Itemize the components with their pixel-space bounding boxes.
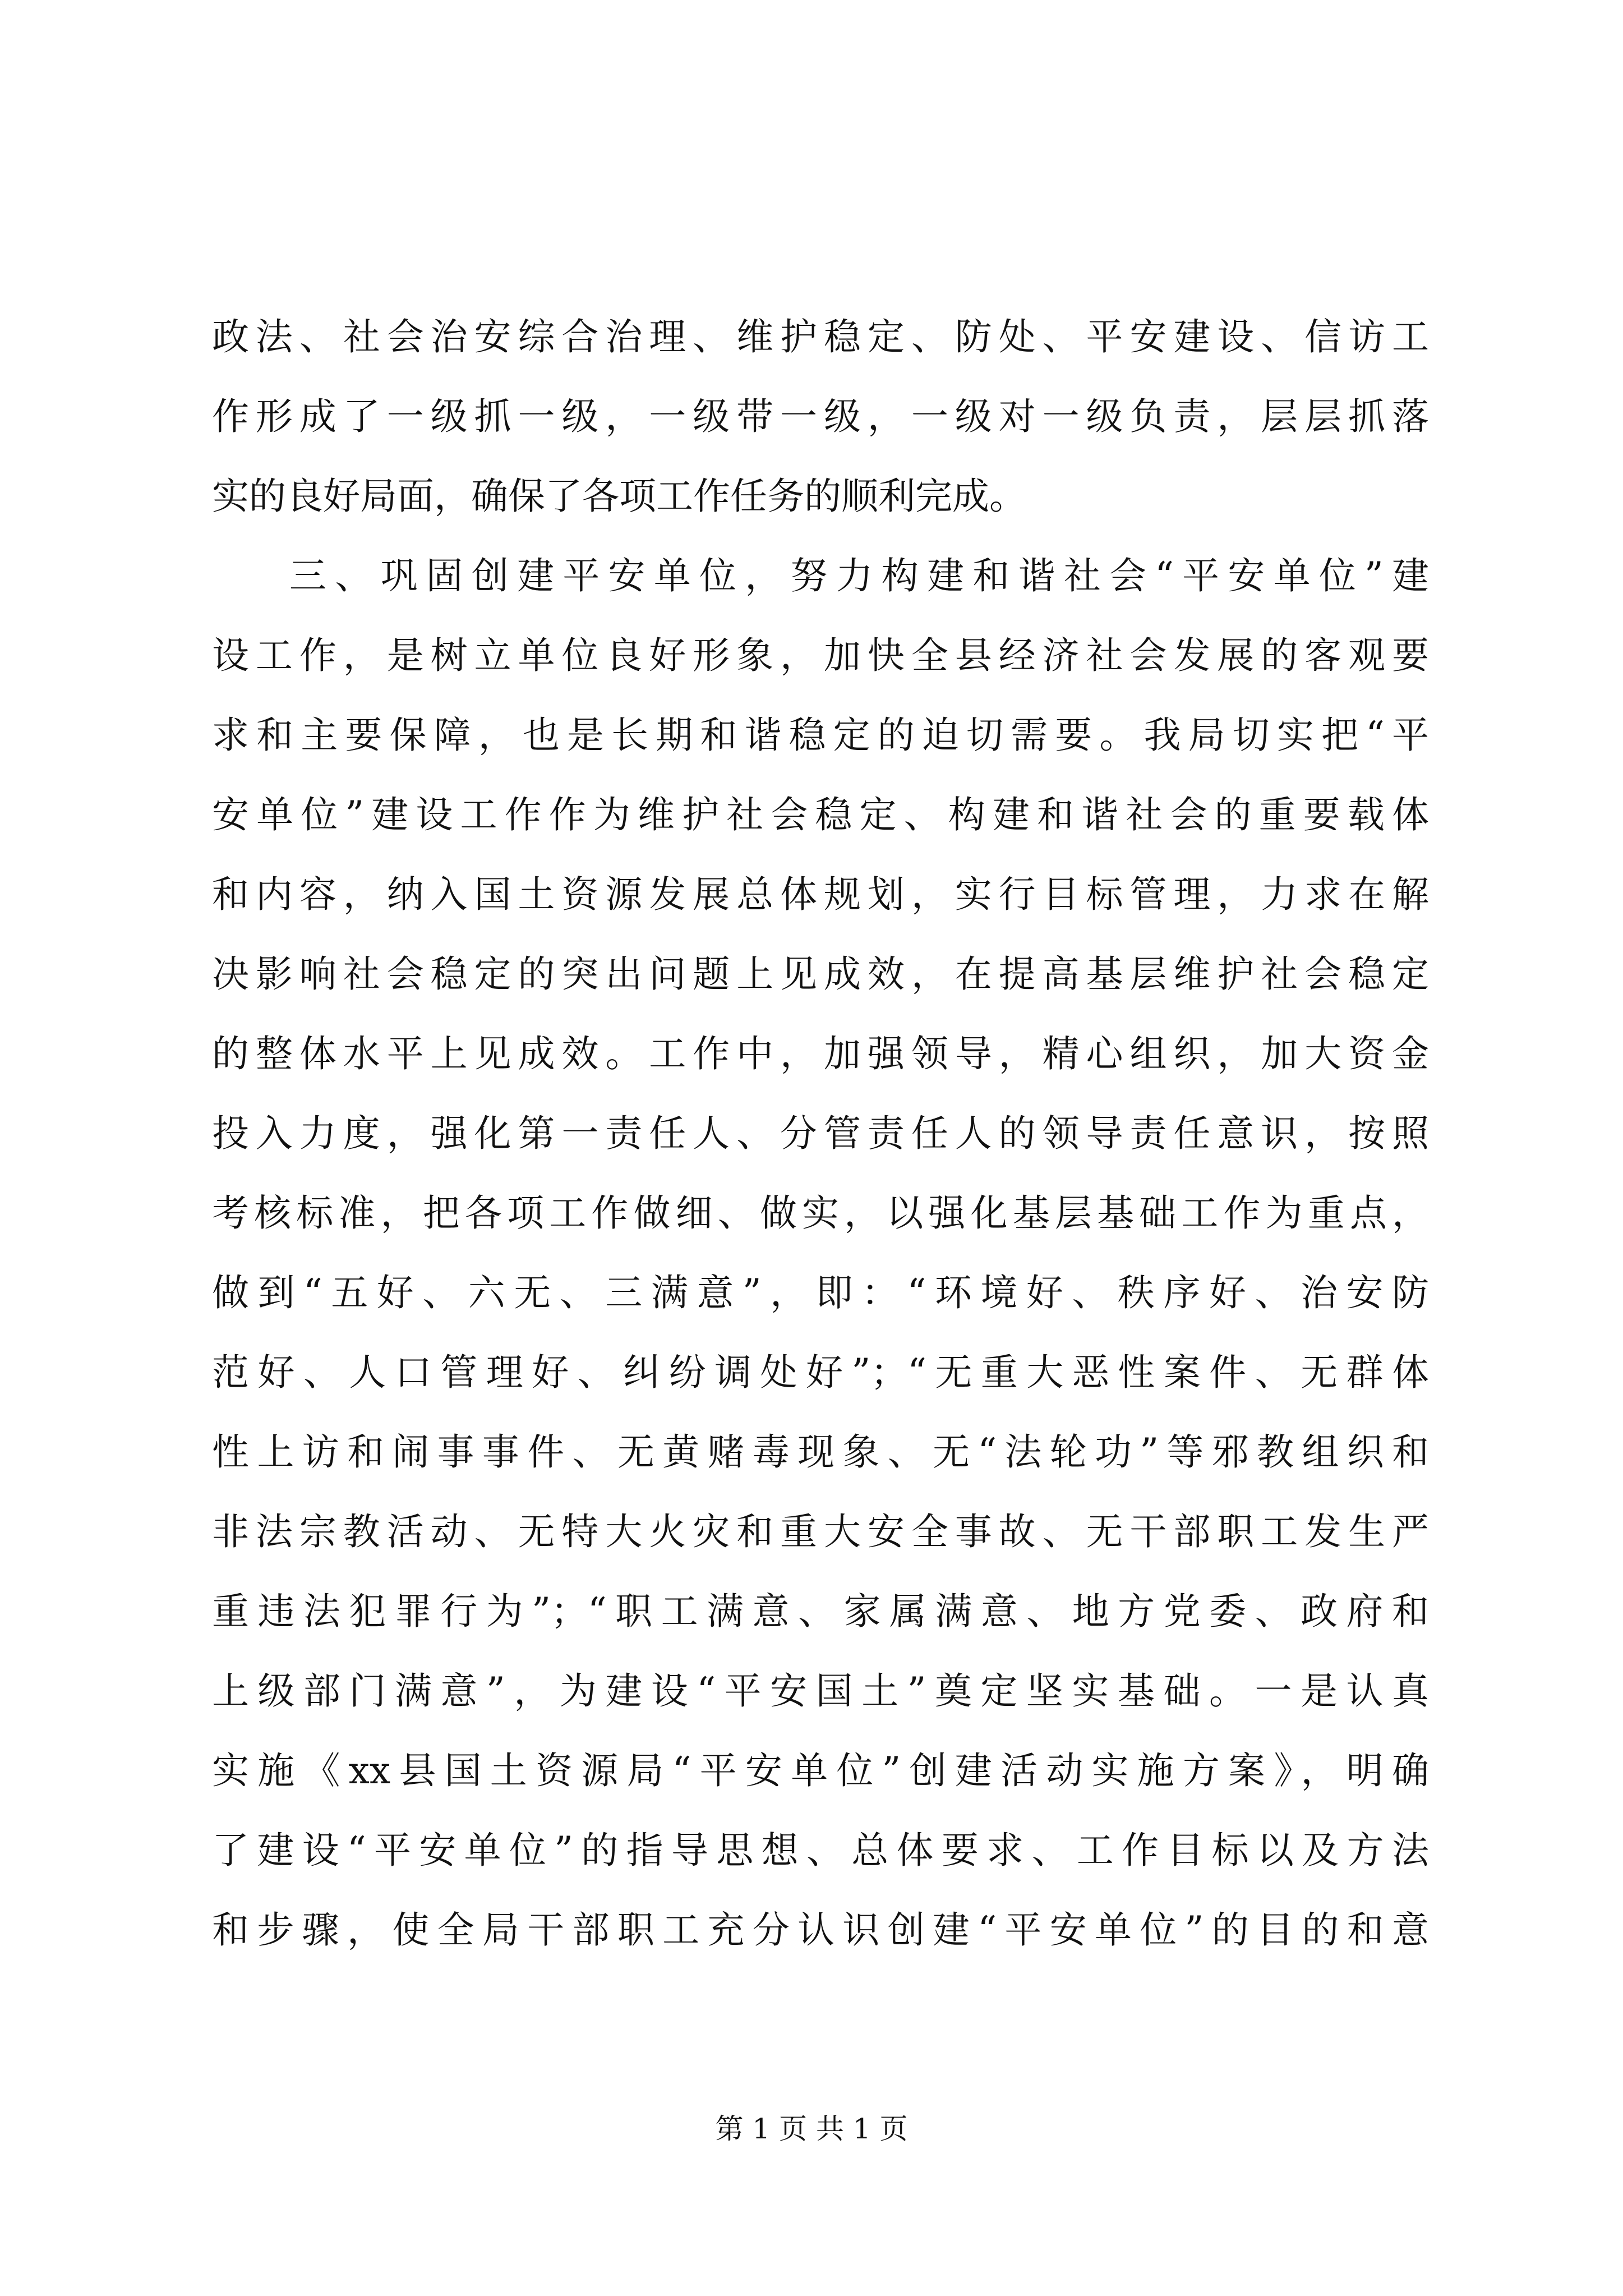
text-line: 政法、社会治安综合治理、维护稳定、防处、平安建设、信访工: [212, 315, 1429, 358]
text-line: 重违法犯罪行为”；“职工满意、家属满意、地方党委、政府和: [212, 1590, 1429, 1633]
text-line: 实的良好局面，确保了各项工作任务的顺利完成。: [212, 475, 1026, 518]
text-line: 做到“五好、六无、三满意”，即：“环境好、秩序好、治安防: [212, 1271, 1429, 1314]
text-line: 作形成了一级抓一级，一级带一级，一级对一级负责，层层抓落: [212, 395, 1429, 438]
text-line: 实施《xx县国土资源局“平安单位”创建活动实施方案》，明确: [212, 1749, 1429, 1792]
text-line: 求和主要保障，也是长期和谐稳定的迫切需要。我局切实把“平: [212, 714, 1429, 757]
text-line: 设工作，是树立单位良好形象，加快全县经济社会发展的客观要: [212, 634, 1429, 677]
text-line: 上级部门满意”，为建设“平安国土”奠定坚实基础。一是认真: [212, 1669, 1429, 1713]
text-line: 投入力度，强化第一责任人、分管责任人的领导责任意识，按照: [212, 1112, 1429, 1155]
page-number-footer: 第 1 页 共 1 页: [715, 2113, 908, 2145]
text-line: 的整体水平上见成效。工作中，加强领导，精心组织，加大资金: [212, 1032, 1429, 1075]
text-line: 范好、人口管理好、纠纷调处好”；“无重大恶性案件、无群体: [212, 1351, 1429, 1394]
text-line: 和内容，纳入国土资源发展总体规划，实行目标管理，力求在解: [212, 873, 1429, 916]
text-line: 考核标准，把各项工作做细、做实，以强化基层基础工作为重点，: [212, 1191, 1429, 1235]
text-line: 了建设“平安单位”的指导思想、总体要求、工作目标以及方法: [212, 1829, 1429, 1872]
text-line: 和步骤，使全局干部职工充分认识创建“平安单位”的目的和意: [212, 1908, 1429, 1952]
paragraph-start-line: 三、巩固创建平安单位，努力构建和谐社会“平安单位”建: [289, 554, 1429, 597]
text-line: 安单位”建设工作作为维护社会稳定、构建和谐社会的重要载体: [212, 793, 1429, 836]
text-line: 非法宗教活动、无特大火灾和重大安全事故、无干部职工发生严: [212, 1510, 1429, 1553]
text-line: 决影响社会稳定的突出问题上见成效，在提高基层维护社会稳定: [212, 953, 1429, 996]
text-line: 性上访和闹事事件、无黄赌毒现象、无“法轮功”等邪教组织和: [212, 1430, 1429, 1474]
body-text: [212, 297, 1429, 1970]
